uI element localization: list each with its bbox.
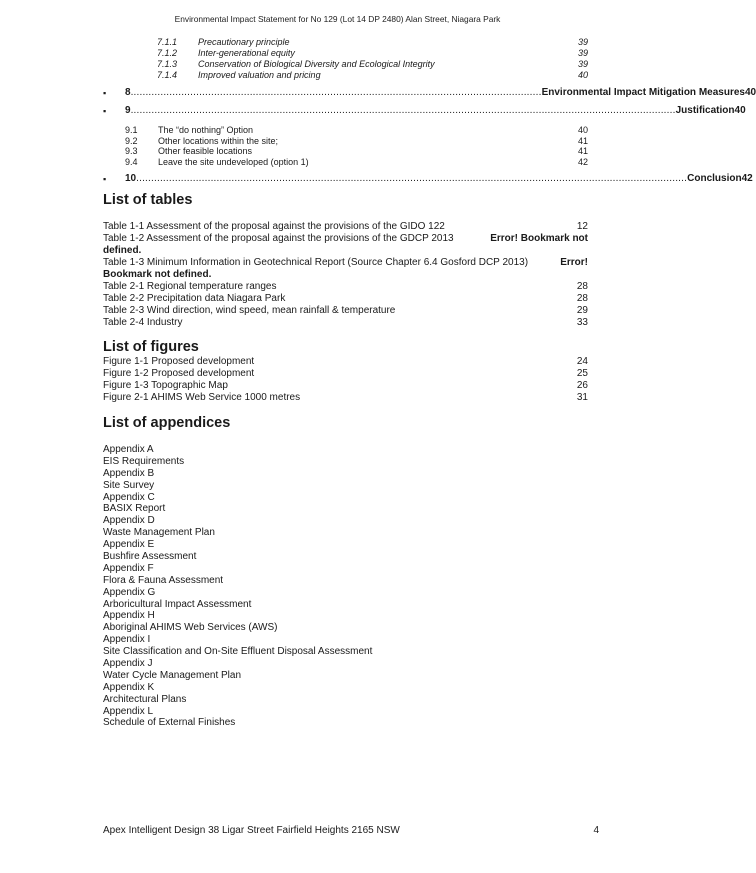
figure-entry-title: Figure 2-1 AHIMS Web Service 1000 metres (103, 392, 301, 403)
table-entry-page: 28 (576, 281, 588, 292)
bullet-icon: ▪ (103, 174, 107, 184)
toc-entry-page: 41 (577, 135, 588, 146)
figures-heading: List of figures (103, 339, 199, 355)
page-footer (103, 825, 599, 836)
table-entry[interactable] (103, 305, 588, 317)
appendix-title[interactable]: Waste Management Plan (103, 527, 215, 539)
bullet-icon: ▪ (103, 106, 107, 116)
toc-entry-number: 9.4 (125, 156, 138, 167)
table-entry-page: 12 (576, 221, 588, 232)
toc-entry-title: Justification (675, 105, 735, 116)
toc-entry-9[interactable] (103, 104, 746, 118)
toc-entry-10[interactable] (103, 172, 753, 186)
toc-entry[interactable] (125, 136, 588, 147)
toc-entry-number: 7.1.2 (157, 48, 178, 58)
appendix-label: Appendix H (103, 610, 155, 622)
figure-entry-page: 24 (576, 356, 588, 367)
toc-entry-page: 41 (577, 146, 588, 156)
toc-entry[interactable] (157, 37, 588, 48)
toc-entry-number: 7.1.4 (157, 70, 178, 80)
toc-leader-dots: ....................................................................................................................................................................................... (130, 105, 676, 116)
appendix-title[interactable]: BASIX Report (103, 503, 166, 515)
appendix-label: Appendix A (103, 444, 154, 455)
toc-leader-dots: ......................................................................................................................................................................................... (136, 173, 688, 184)
toc-entry[interactable] (125, 125, 588, 136)
table-entry[interactable] (103, 221, 588, 233)
appendix-label: Appendix C (103, 491, 155, 503)
appendices-list (103, 444, 372, 729)
appendix-label: Appendix J (103, 658, 153, 670)
appendix-label: Appendix D (103, 515, 155, 527)
toc-entry-title: Conclusion (687, 173, 742, 184)
table-entry-title: Table 2-4 Industry (103, 317, 183, 328)
figure-entry[interactable] (103, 392, 588, 404)
figure-entry-title: Figure 1-1 Proposed development (103, 356, 255, 367)
table-entry[interactable] (103, 281, 588, 293)
tables-list (103, 221, 588, 329)
appendix-label: Appendix K (103, 681, 155, 693)
table-entry-title: Table 2-1 Regional temperature ranges (103, 281, 277, 292)
appendices-heading: List of appendices (103, 415, 231, 431)
toc-entry-number: 9.1 (125, 125, 138, 135)
toc-entry-title: The “do nothing” Option (158, 125, 254, 135)
table-entry-page: 29 (576, 305, 588, 316)
bookmark-error: Error! Bookmark not (490, 233, 588, 244)
toc-entry-title: Improved valuation and pricing (198, 70, 321, 80)
toc-entry-page: 42 (577, 156, 588, 167)
table-entry-title: Table 2-3 Wind direction, wind speed, mean rainfall & temperature (103, 305, 396, 316)
table-entry[interactable] (103, 257, 588, 269)
toc-entry[interactable] (125, 157, 588, 168)
appendix-title[interactable]: Architectural Plans (103, 693, 187, 705)
tables-heading: List of tables (103, 192, 193, 208)
toc-entry-8[interactable] (103, 86, 756, 100)
appendix-label: Appendix G (103, 586, 156, 598)
toc-leader-dots: .......................................................................................................................................... (130, 87, 542, 98)
appendix-title[interactable]: Arboricultural Impact Assessment (103, 598, 252, 610)
table-entry[interactable] (103, 293, 588, 305)
appendix-title[interactable]: Flora & Fauna Assessment (103, 574, 224, 586)
figure-entry[interactable] (103, 368, 588, 380)
toc-entry-title: Other locations within the site; (158, 135, 279, 146)
appendix-label: Appendix L (103, 705, 154, 717)
toc-entry-title: Precautionary principle (198, 37, 290, 47)
appendix-label: Appendix I (103, 634, 151, 646)
appendix-title[interactable]: Aboriginal AHIMS Web Services (AWS) (103, 622, 278, 634)
table-entry-title: Table 1-3 Minimum Information in Geotechnical Report (Source Chapter 6.4 Gosford DCP 2013) (103, 257, 529, 268)
table-entry-title: Table 1-1 Assessment of the proposal against the provisions of the GIDO 122 (103, 221, 445, 232)
toc-entry-title: Other feasible locations (158, 146, 253, 156)
appendix-title[interactable]: Schedule of External Finishes (103, 717, 236, 729)
appendix-title[interactable]: Site Survey (103, 479, 155, 491)
toc-entry-page: 39 (577, 37, 588, 47)
table-entry-page: 33 (576, 317, 588, 328)
table-entry-title: Table 1-2 Assessment of the proposal against the provisions of the GDCP 2013 (103, 233, 454, 244)
appendix-label: Appendix F (103, 562, 154, 574)
toc-entry-number: 7.1.3 (157, 59, 178, 69)
figure-entry-title: Figure 1-3 Topographic Map (103, 380, 228, 391)
table-entry[interactable] (103, 233, 588, 245)
table-entry-page: 28 (576, 293, 588, 304)
appendix-label: Appendix B (103, 467, 155, 479)
toc-entry-title: Conservation of Biological Diversity and Ecological Integrity (198, 59, 435, 69)
toc-entry-page: 39 (577, 48, 588, 58)
appendix-label: Appendix E (103, 539, 155, 551)
figure-entry-title: Figure 1-2 Proposed development (103, 368, 255, 379)
toc-entry-page: 40 (744, 87, 756, 98)
footer-text: Apex Intelligent Design 38 Ligar Street Fairfield Heights 2165 NSW (103, 825, 400, 836)
toc-entry-page: 42 (741, 173, 753, 184)
figure-entry[interactable] (103, 380, 588, 392)
toc-entry-number: 9 (125, 105, 131, 116)
bookmark-error-cont: Bookmark not defined. (103, 269, 212, 280)
page-number: 4 (593, 825, 599, 836)
appendix-title[interactable]: Water Cycle Management Plan (103, 669, 242, 681)
toc-entry-number: 10 (125, 173, 137, 184)
toc-entry-title: Environmental Impact Mitigation Measures (541, 87, 745, 98)
toc-section-9-sub (125, 125, 588, 167)
toc-entry[interactable] (157, 48, 588, 59)
figure-entry-page: 26 (576, 380, 588, 391)
table-entry-title: Table 2-2 Precipitation data Niagara Park (103, 293, 286, 304)
figures-list (103, 356, 588, 404)
toc-entry-number: 8 (125, 87, 131, 98)
appendix-title[interactable]: Bushfire Assessment (103, 551, 197, 563)
table-entry[interactable] (103, 317, 588, 329)
appendix-title[interactable]: Site Classification and On-Site Effluent Disposal Assessment (103, 646, 373, 658)
toc-entry-number: 7.1.1 (157, 37, 178, 47)
figure-entry-page: 31 (576, 392, 588, 403)
toc-section-7-1 (157, 37, 588, 81)
toc-entry-page: 40 (577, 70, 588, 80)
toc-entry-title: Leave the site undeveloped (option 1) (158, 156, 309, 167)
bullet-icon: ▪ (103, 88, 107, 98)
toc-entry[interactable] (157, 59, 588, 70)
toc-entry[interactable] (125, 146, 588, 157)
toc-entry-number: 9.3 (125, 146, 138, 156)
toc-entry[interactable] (157, 70, 588, 81)
toc-entry-page: 40 (577, 125, 588, 135)
page-header: Environmental Impact Statement for No 129 (Lot 14 DP 2480) Alan Street, Niagara Park (174, 14, 501, 24)
toc-entry-number: 9.2 (125, 135, 138, 146)
appendix-title[interactable]: EIS Requirements (103, 455, 185, 467)
bookmark-error: Error! (560, 257, 588, 268)
toc-entry-page: 40 (734, 105, 746, 116)
toc-entry-page: 39 (577, 59, 588, 69)
figure-entry[interactable] (103, 356, 588, 368)
figure-entry-page: 25 (576, 368, 588, 379)
bookmark-error-cont: defined. (103, 245, 142, 256)
toc-entry-title: Inter-generational equity (198, 48, 295, 58)
